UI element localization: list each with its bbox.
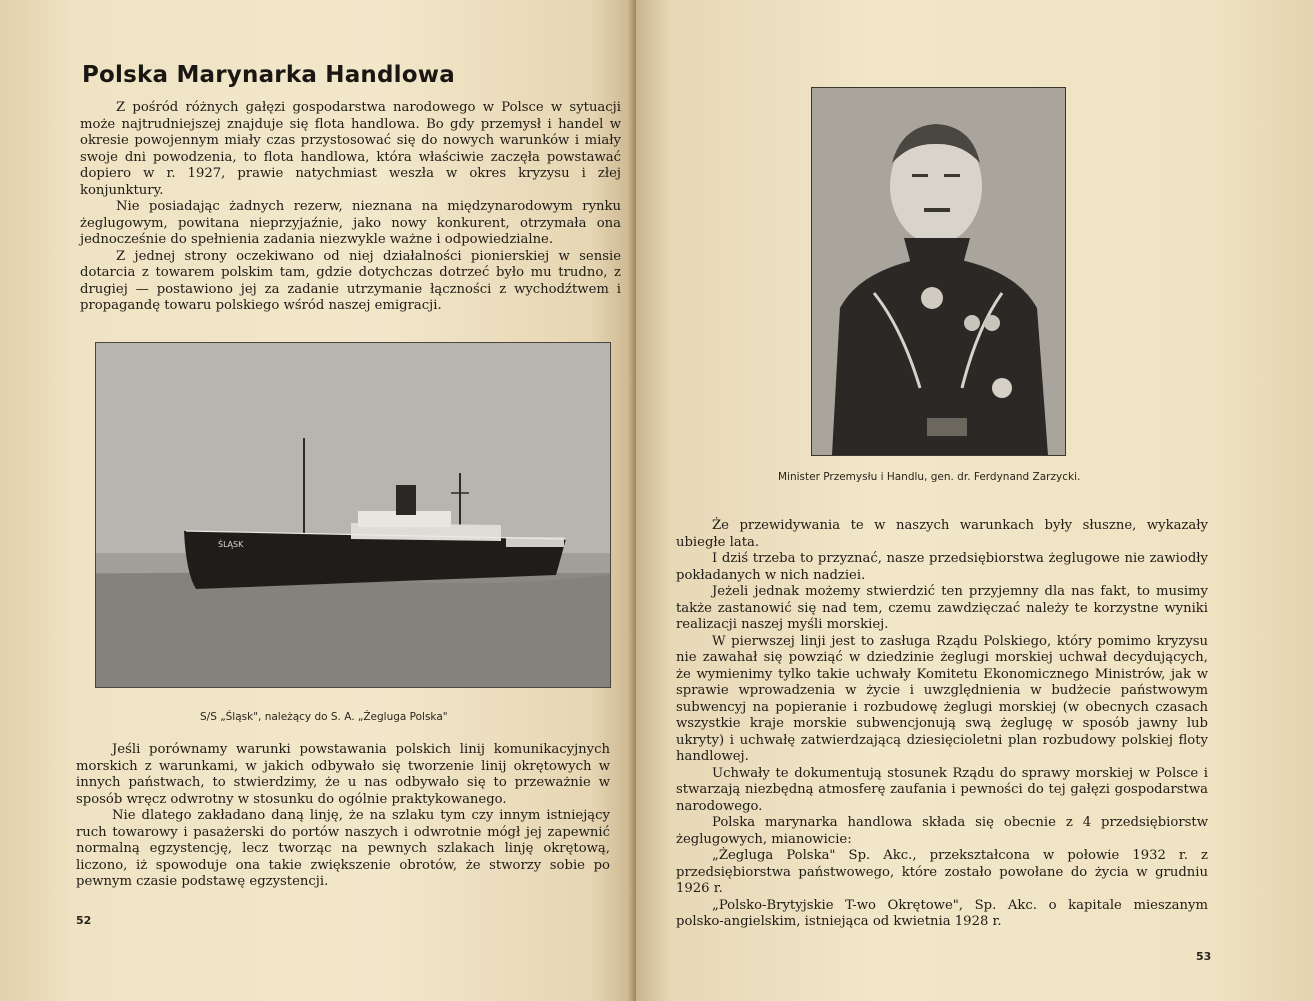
paragraph: W pierwszej linji jest to zasługa Rządu Polskiego, który pomimo kryzysu nie zawahał się powziąć w dziedzinie żeglugi morskiej uchwał decydujących, że wymienimy tylko takie uchwały Komitetu Ekonomicznego Ministrów, jak w sprawie wprowadzenia w życie i uwzględnienia w budżecie państwowym subwencyj na popieranie i rozbudowę żeglugi morskiej (w obecnych czasach wszystkie kraje morskie subwencjonują swą żeglugę w sposób jawny lub ukryty) i uchwałę zatwierdzającą dziesięcioletni plan rozbudowy polskiej floty handlowej. — [676, 633, 1208, 764]
paragraph: Jeżeli jednak możemy stwierdzić ten przyjemny dla nas fakt, to musimy także zastanowić się nad tem, czemu zawdzięczać należy te korzystne wyniki realizacji naszej myśli morskiej. — [676, 584, 1208, 632]
page-number-left: 52 — [76, 914, 92, 927]
paragraph: Jeśli porównamy warunki powstawania polskich linij komunikacyjnych morskich z warunkami, w jakich odbywało się tworzenie linij okrętowych w innych państwach, to stwierdzimy, że u nas odbywało się to przeważnie w sposób wręcz odwrotny w stosunku do ogólnie praktykowanego. — [76, 742, 610, 807]
paragraph: Nie posiadając żadnych rezerw, nieznana na międzynarodowym rynku żeglugowym, powitana nieprzyjaźnie, jako nowy konkurent, otrzymała ona jednocześnie do spełnienia zadania niezwykle ważne i odpowiedzialne. — [80, 199, 621, 247]
portrait-illustration — [812, 88, 1065, 455]
paragraph: Z pośród różnych gałęzi gospodarstwa narodowego w Polsce w sytuacji może najtrudniejszej znajduje się flota handlowa. Bo gdy przemysł i handel w okresie powojennym miały czas przystosować się do nowych warunków i miały swoje dni powodzenia, to flota handlowa, która właściwie zaczęła powstawać dopiero w r. 1927, prawie natychmiast weszła w okres kryzysu i złej konjunktury. — [80, 100, 621, 198]
paragraph: Polska marynarka handlowa składa się obecnie z 4 przedsiębiorstw żeglugowych, mianowicie: — [676, 815, 1208, 847]
paragraph: Nie dlatego zakładano daną linję, że na szlaku tym czy innym istniejący ruch towarowy i pasażerski do portów naszych i odwrotnie mógł jej zapewnić normalną egzystencję, lecz tworząc na pewnych szlakach linję okrętową, liczono, iż spowoduje ona takie zwiększenie obrotów, że stworzy sobie po pewnym czasie podstawę egzystencji. — [76, 808, 610, 889]
right-text — [676, 518, 1208, 931]
page-number-right: 53 — [1196, 950, 1212, 963]
left-page — [0, 0, 636, 1001]
ship-hull-name: ŚLĄSK — [218, 540, 244, 549]
portrait-caption: Minister Przemysłu i Handlu, gen. dr. Ferdynand Zarzycki. — [778, 471, 1081, 483]
article-heading: Polska Marynarka Handlowa — [82, 62, 455, 88]
ship-caption: S/S „Śląsk", należący do S. A. „Żegluga Polska" — [200, 711, 448, 723]
intro-text — [80, 100, 621, 315]
paragraph: I dziś trzeba to przyznać, nasze przedsiębiorstwa żeglugowe nie zawiodły pokładanych w nich nadziei. — [676, 551, 1208, 583]
paragraph: Uchwały te dokumentują stosunek Rządu do sprawy morskiej w Polsce i stwarzają niezbędną atmosferę zaufania i pewności do tej gałęzi gospodarstwa narodowego. — [676, 765, 1208, 814]
paragraph: Że przewidywania te w naszych warunkach były słuszne, wykazały ubiegłe lata. — [676, 518, 1208, 550]
paragraph: „Polsko-Brytyjskie T-wo Okrętowe", Sp. Akc. o kapitale mieszanym polsko-angielskim, istniejąca od kwietnia 1928 r. — [676, 897, 1208, 929]
ship-illustration — [96, 343, 610, 687]
ship-photo — [95, 342, 611, 688]
closing-text — [76, 742, 610, 891]
paragraph: „Żegluga Polska" Sp. Akc., przekształcona w połowie 1932 r. z przedsiębiorstwa państwowego, które zostało powołane do życia w grudniu 1926 r. — [676, 848, 1208, 896]
paragraph: Z jednej strony oczekiwano od niej działalności pionierskiej w sensie dotarcia z towarem polskim tam, gdzie dotychczas dotrzeć było mu trudno, z drugiej — postawiono jej za zadanie utrzymanie łączności z wychodźtwem i propagandę towaru polskiego wśród naszej emigracji. — [80, 248, 621, 313]
portrait-photo — [811, 87, 1066, 456]
